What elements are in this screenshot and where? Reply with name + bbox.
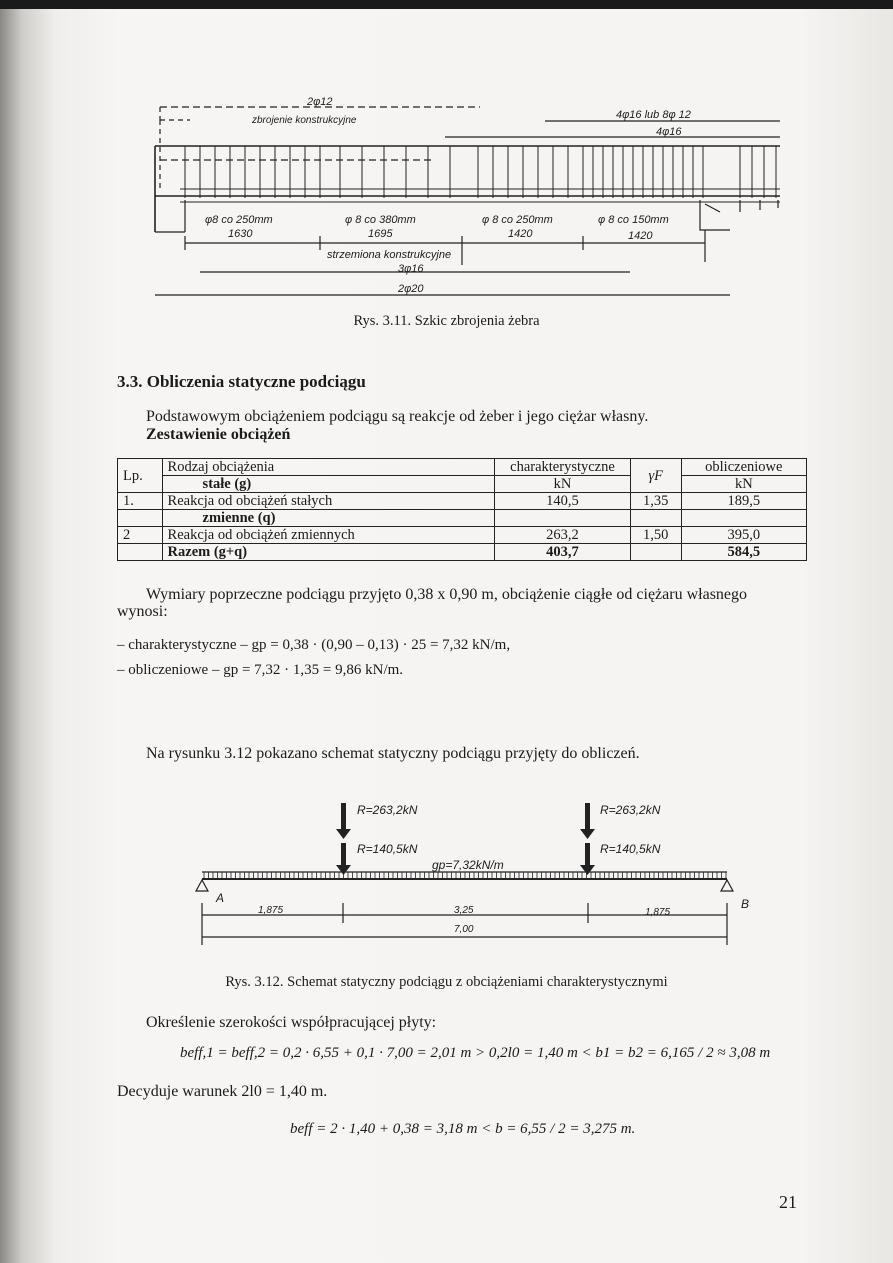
table-title: Zestawienie obciążeń: [146, 426, 291, 443]
row1-gamma: 1,35: [630, 493, 681, 510]
section-heading: 3.3. Obliczenia statyczne podciągu: [117, 372, 366, 391]
header-char: charakterystyczne: [495, 459, 631, 476]
calc-formula: – obliczeniowe – gp = 7,32 · 1,35 = 9,86 kN/m.: [117, 662, 404, 678]
header-calc: obliczeniowe: [681, 459, 806, 476]
char-formula: – charakterystyczne – gp = 0,38 · (0,90 – 0,13) · 25 = 7,32 kN/m,: [117, 637, 511, 653]
scheme-intro: Na rysunku 3.12 pokazano schemat statyczny podciągu przyjęty do obliczeń.: [146, 745, 640, 762]
table-header-row: [118, 459, 807, 476]
span3-length: 1420: [508, 228, 533, 240]
header-lp: Lp.: [118, 459, 163, 493]
support-b-label: B: [741, 897, 750, 911]
width-formula-1: beff,1 = beff,2 = 0,2 · 6,55 + 0,1 · 7,00 = 2,01 m > 0,2l0 = 1,40 m < b1 = b2 = 6,165 / 2 ≈ 3,08 m: [180, 1045, 771, 1061]
support-a-label: A: [216, 891, 225, 905]
label-2phi20: 2φ20: [398, 283, 424, 295]
row2-gamma: 1,50: [630, 527, 681, 544]
row2-type: Reakcja od obciążeń zmiennych: [162, 527, 495, 544]
table-group-row: [118, 510, 807, 527]
static-scheme: [0, 795, 893, 955]
distributed-load-label: gp=7,32kN/m: [432, 858, 504, 872]
decision-line: Decyduje warunek 2l0 = 1,40 m.: [117, 1083, 328, 1100]
load-r-low-left: R=140,5kN: [357, 842, 418, 856]
table-total-row: [118, 544, 807, 561]
label-4phi16-or-8phi12: 4φ16 lub 8φ 12: [616, 109, 691, 121]
loads-table: [117, 458, 807, 561]
stirrups-group: [185, 146, 776, 198]
table-row: [118, 527, 807, 544]
label-3phi16: 3φ16: [398, 263, 424, 275]
total-label: Razem (g+q): [162, 544, 495, 561]
unit-char: kN: [495, 476, 631, 493]
dims-line-1: Wymiary poprzeczne podciągu przyjęto 0,38 x 0,90 m, obciążenie ciągłe od ciężaru własnego: [146, 586, 748, 603]
total-calc: 584,5: [681, 544, 806, 561]
label-4phi16: 4φ16: [656, 126, 682, 138]
row2-char: 263,2: [495, 527, 631, 544]
distributed-load-ticks: [204, 872, 726, 879]
dim-right: 1,875: [645, 907, 671, 918]
width-formula-2: beff = 2 · 1,40 + 0,38 = 3,18 m < b = 6,55 / 2 = 3,275 m.: [290, 1121, 636, 1137]
label-constructive-reinforcement: zbrojenie konstrukcyjne: [252, 115, 357, 126]
width-intro: Określenie szerokości współpracującej płyty:: [146, 1014, 437, 1031]
row1-type: Reakcja od obciążeń stałych: [162, 493, 495, 510]
load-r-top-left: R=263,2kN: [357, 803, 418, 817]
group-permanent: stałe (g): [162, 476, 495, 493]
dim-left: 1,875: [258, 905, 284, 916]
span1-length: 1630: [228, 228, 253, 240]
total-char: 403,7: [495, 544, 631, 561]
span4-spacing: φ 8 co 150mm: [598, 214, 669, 226]
row1-lp: 1.: [118, 493, 163, 510]
dim-total: 7,00: [454, 924, 474, 935]
row2-lp: 2: [118, 527, 163, 544]
row1-char: 140,5: [495, 493, 631, 510]
row2-calc: 395,0: [681, 527, 806, 544]
header-type: Rodzaj obciążenia: [162, 459, 495, 476]
span1-spacing: φ8 co 250mm: [205, 214, 273, 226]
header-gamma: γF: [630, 459, 681, 493]
unit-calc: kN: [681, 476, 806, 493]
table-row: [118, 493, 807, 510]
row1-calc: 189,5: [681, 493, 806, 510]
reinforcement-sketch: [0, 80, 893, 310]
span4-length: 1420: [628, 230, 653, 242]
span2-length: 1695: [368, 228, 393, 240]
group-variable: zmienne (q): [162, 510, 495, 527]
label-2phi12: 2φ12: [307, 96, 333, 108]
load-r-low-right: R=140,5kN: [600, 842, 661, 856]
figure-3-12-caption: Rys. 3.12. Schemat statyczny podciągu z obciążeniami charakterystycznymi: [225, 974, 668, 990]
page-number: 21: [779, 1192, 797, 1212]
stirrups-label: strzemiona konstrukcyjne: [327, 249, 452, 261]
figure-3-11-caption: Rys. 3.11. Szkic zbrojenia żebra: [353, 313, 540, 329]
span3-spacing: φ 8 co 250mm: [482, 214, 553, 226]
span2-spacing: φ 8 co 380mm: [345, 214, 416, 226]
dims-line-2: wynosi:: [117, 603, 168, 620]
section-intro: Podstawowym obciążeniem podciągu są reakcje od żeber i jego ciężar własny.: [146, 408, 649, 425]
scan-top-edge: [0, 0, 893, 9]
table-subheader-row: [118, 476, 807, 493]
dim-mid: 3,25: [454, 905, 474, 916]
load-r-top-right: R=263,2kN: [600, 803, 661, 817]
